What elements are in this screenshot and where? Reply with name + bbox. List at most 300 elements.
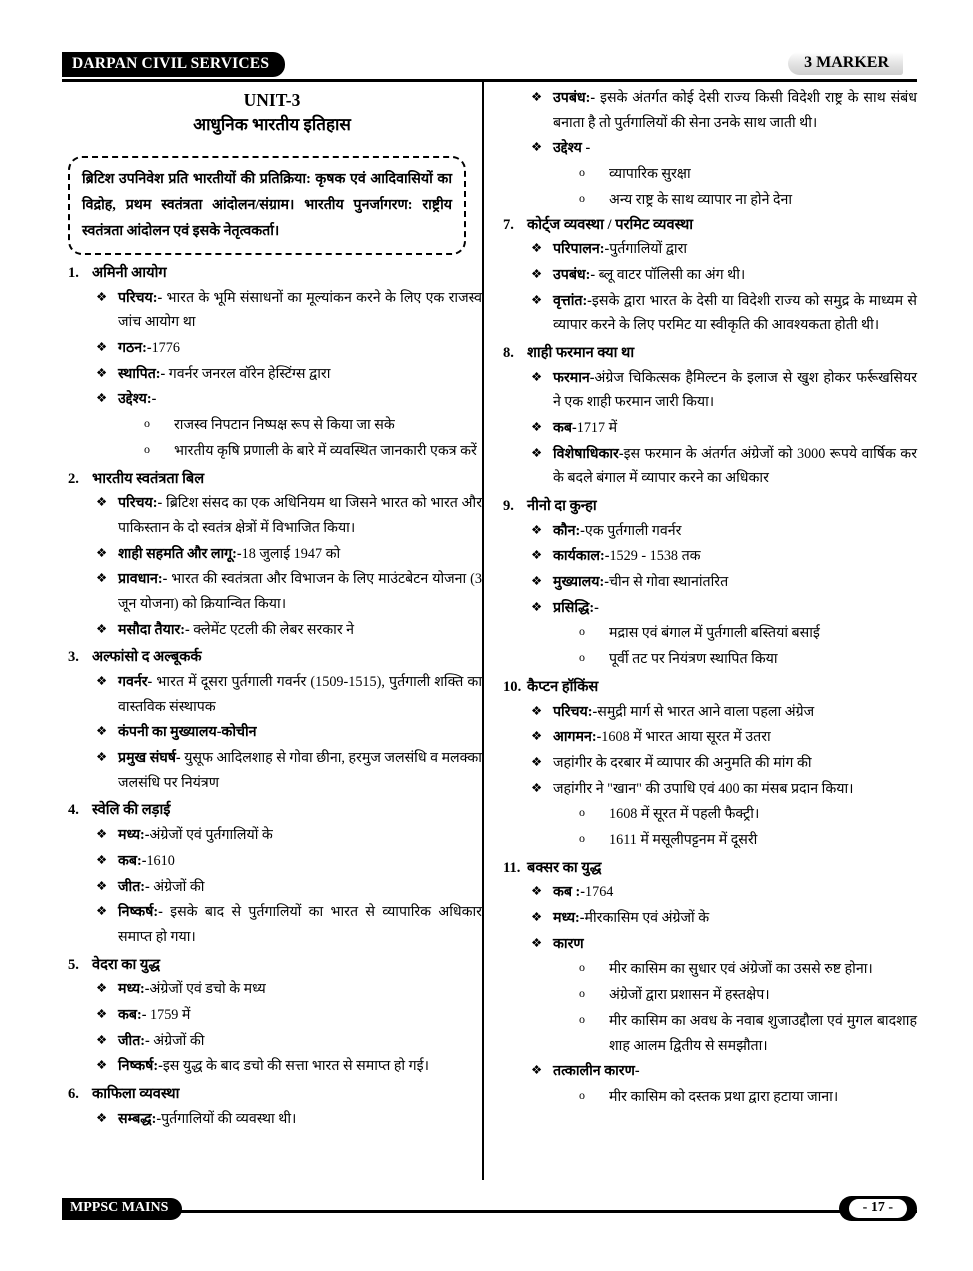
bullet-body: ब्लू वाटर पॉलिसी का अंग थी। <box>595 266 746 283</box>
bullet-item <box>62 746 482 795</box>
diamond-bullet-icon: ❖ <box>531 910 543 925</box>
diamond-bullet-icon: ❖ <box>96 1058 108 1073</box>
bullet-label: स्थापित:- <box>118 365 166 382</box>
bullet-body: मीर कासिम का अवध के नवाब शुजाउद्दौला एवं मुगल बादशाह शाह आलम द्वितीय से समझौता। <box>609 1012 917 1054</box>
numbered-section <box>497 214 917 338</box>
bullet-body: क्लेमेंट एटली की लेबर सरकार ने <box>189 621 355 638</box>
bullet-text <box>118 1107 482 1132</box>
section-title: वेदरा का युद्ध <box>92 956 161 973</box>
bullet-text <box>609 828 917 853</box>
bullet-body: पूर्वी तट पर नियंत्रण स्थापित किया <box>609 651 778 668</box>
bullet-text <box>118 823 482 848</box>
section-heading <box>62 646 482 669</box>
diamond-bullet-icon: ❖ <box>531 292 543 307</box>
bullet-item <box>62 387 482 412</box>
section-heading <box>497 495 917 518</box>
bullet-body: समुद्री मार्ग से भारत आने वाला पहला अंग्रेज <box>597 703 815 720</box>
section-heading <box>497 676 917 699</box>
bullet-label: कार्यकाल:- <box>553 548 610 565</box>
bullet-text <box>118 362 482 387</box>
brand-tag: DARPAN CIVIL SERVICES <box>62 52 285 77</box>
bullet-text <box>553 366 917 415</box>
section-heading <box>497 342 917 365</box>
numbered-section <box>62 1083 482 1131</box>
bullet-text <box>553 777 917 802</box>
circle-bullet-icon: o <box>579 986 585 1001</box>
page-number-badge <box>839 1196 917 1221</box>
bullet-item <box>497 519 917 544</box>
circle-bullet-icon: o <box>144 441 150 456</box>
bullet-text <box>553 263 917 288</box>
bullet-body: 1608 में भारत आया सूरत में उतरा <box>601 729 771 746</box>
bullet-label: प्रसिद्धि:- <box>553 599 599 616</box>
diamond-bullet-icon: ❖ <box>96 391 108 406</box>
diamond-bullet-icon: ❖ <box>531 780 543 795</box>
diamond-bullet-icon: ❖ <box>531 266 543 281</box>
bullet-label: निष्कर्ष:- <box>118 1058 163 1075</box>
bullet-label: मध्य:- <box>553 910 585 927</box>
bullet-body: 1529 - 1538 तक <box>609 548 701 565</box>
bullet-label: कंपनी का मुख्यालय-कोचीन <box>118 724 257 741</box>
bullet-label: उपबंध:- <box>553 266 596 283</box>
bullet-text <box>553 700 917 725</box>
circle-bullet-icon: o <box>579 165 585 180</box>
bullet-label: मसौदा तैयार:- <box>118 621 190 638</box>
diamond-bullet-icon: ❖ <box>531 369 543 384</box>
bullet-text <box>609 621 917 646</box>
diamond-bullet-icon: ❖ <box>96 1032 108 1047</box>
section-number: 6. <box>68 1086 79 1103</box>
bullet-item <box>62 286 482 335</box>
numbered-section <box>62 646 482 795</box>
bullet-label: जीत:- <box>118 1032 150 1049</box>
bullet-text <box>609 1009 917 1058</box>
bullet-text <box>118 720 482 745</box>
section-number: 9. <box>503 498 514 515</box>
diamond-bullet-icon: ❖ <box>531 548 543 563</box>
section-heading <box>497 214 917 237</box>
diamond-bullet-icon: ❖ <box>96 545 108 560</box>
bullet-label: कब :- <box>553 884 585 901</box>
bullet-text <box>553 725 917 750</box>
page-header <box>62 52 917 86</box>
bullet-label: विशेषाधिकार- <box>553 445 624 462</box>
numbered-section <box>497 495 917 672</box>
bullet-item <box>497 136 917 161</box>
bullet-body: इसके बाद से पुर्तगालियों का भारत से व्यापारिक अधिकार समाप्त हो गया। <box>118 904 482 945</box>
bullet-body: मीरकासिम एवं अंग्रेजों के <box>584 910 710 927</box>
diamond-bullet-icon: ❖ <box>531 574 543 589</box>
bullet-label: सम्बद्ध:- <box>118 1110 162 1127</box>
bullet-text <box>118 618 482 643</box>
syllabus-text: ब्रिटिश उपनिवेश प्रति भारतीयों की प्रतिक्रिया: कृषक एवं आदिवासियों का विद्रोह, प्रथम स्वतंत्रता आंदोलन/संग्राम। भारतीय पुनर्जागरण: राष्ट्रीय स्वतंत्रता आंदोलन एवं इसके नेतृत्वकर्ता। <box>82 171 452 239</box>
sub-bullet-item <box>497 162 917 187</box>
bullet-text <box>118 491 482 540</box>
diamond-bullet-icon: ❖ <box>96 981 108 996</box>
numbered-section <box>497 857 917 1110</box>
bullet-item <box>62 542 482 567</box>
bullet-body: ब्रिटिश संसद का एक अधिनियम था जिसने भारत को भारत और पाकिस्तान के दो स्वतंत्र क्षेत्रों में विभाजित किया। <box>118 495 482 536</box>
bullet-item <box>62 1107 482 1132</box>
bullet-body: मीर कासिम का सुधार एवं अंग्रेजों का उससे रुष्ट होना। <box>609 961 873 978</box>
bullet-text <box>118 900 482 949</box>
circle-bullet-icon: o <box>579 190 585 205</box>
numbered-section <box>497 342 917 491</box>
bullet-text <box>118 286 482 335</box>
section-number: 10. <box>503 678 522 695</box>
diamond-bullet-icon: ❖ <box>96 724 108 739</box>
bullet-body: अंग्रेजों एवं डचो के मध्य <box>149 981 266 998</box>
bullet-item <box>497 442 917 491</box>
diamond-bullet-icon: ❖ <box>531 445 543 460</box>
bullet-body: गवर्नर जनरल वॉरेन हेस्टिंग्स द्वारा <box>165 365 331 382</box>
bullet-item <box>62 823 482 848</box>
section-title: कोर्ट्ज व्यवस्था / परमिट व्यवस्था <box>527 216 694 233</box>
bullet-body: अंग्रेजों की <box>149 878 205 895</box>
bullet-label: कब:- <box>118 1006 147 1023</box>
sub-bullet-item <box>497 828 917 853</box>
bullet-text <box>118 670 482 719</box>
bullet-label: गठन:- <box>118 340 152 357</box>
diamond-bullet-icon: ❖ <box>531 754 543 769</box>
bullet-label: आगमन:- <box>553 729 602 746</box>
bullet-text <box>553 416 917 441</box>
bullet-body: इस युद्ध के बाद डचो की सत्ता भारत से समाप्त हो गई। <box>162 1058 429 1075</box>
bullet-text <box>118 1029 482 1054</box>
circle-bullet-icon: o <box>579 805 585 820</box>
bullet-text <box>553 86 917 135</box>
bullet-item <box>497 932 917 957</box>
bullet-text <box>118 1003 482 1028</box>
bullet-label: प्रमुख संघर्ष- <box>118 750 181 767</box>
bullet-text <box>553 442 917 491</box>
bullet-label: मुख्यालय:- <box>553 574 609 591</box>
diamond-bullet-icon: ❖ <box>96 340 108 355</box>
diamond-bullet-icon: ❖ <box>96 904 108 919</box>
section-heading <box>62 1083 482 1106</box>
bullet-label: वृत्तांत:- <box>553 292 592 309</box>
bullet-text <box>553 136 917 161</box>
bullet-label: परिचय:- <box>118 289 163 306</box>
left-column <box>62 262 482 1135</box>
bullet-body: पुर्तगालियों द्वारा <box>609 241 688 258</box>
diamond-bullet-icon: ❖ <box>531 140 543 155</box>
bullet-body: एक पुर्तगाली गवर्नर <box>584 522 682 539</box>
diamond-bullet-icon: ❖ <box>531 522 543 537</box>
section-number: 2. <box>68 470 79 487</box>
diamond-bullet-icon: ❖ <box>531 935 543 950</box>
section-number: 1. <box>68 265 79 281</box>
diamond-bullet-icon: ❖ <box>96 878 108 893</box>
bullet-item <box>497 289 917 338</box>
bullet-body: 1611 में मसूलीपट्टनम में दूसरी <box>609 832 758 849</box>
section-title: शाही फरमान क्या था <box>527 344 635 361</box>
bullet-text <box>553 289 917 338</box>
bullet-body: 1759 में <box>146 1006 191 1023</box>
bullet-body: अंग्रेजों एवं पुर्तगालियों के <box>149 827 273 844</box>
section-heading <box>62 799 482 822</box>
bullet-text <box>609 802 917 827</box>
diamond-bullet-icon: ❖ <box>531 703 543 718</box>
circle-bullet-icon: o <box>579 1011 585 1026</box>
bullet-body: भारत की स्वतंत्रता और विभाजन के लिए माउंटबेटन योजना (3 जून योजना) को क्रियान्वित किया। <box>118 571 482 612</box>
bullet-item <box>62 670 482 719</box>
bullet-body: 1776 <box>151 340 180 357</box>
bullet-body: मद्रास एवं बंगाल में पुर्तगाली बस्तियां बसाई <box>609 625 820 642</box>
sub-bullet-item <box>497 983 917 1008</box>
bullet-item <box>497 544 917 569</box>
diamond-bullet-icon: ❖ <box>96 1006 108 1021</box>
page-footer <box>62 1196 917 1228</box>
bullet-label: परिपालन:- <box>553 241 610 258</box>
section-heading <box>62 262 482 285</box>
diamond-bullet-icon: ❖ <box>531 90 543 104</box>
circle-bullet-icon: o <box>579 960 585 975</box>
section-number: 3. <box>68 649 79 666</box>
bullet-text <box>609 1085 917 1110</box>
diamond-bullet-icon: ❖ <box>96 571 108 586</box>
section-number: 11. <box>503 859 521 876</box>
bullet-label: गवर्नर- <box>118 673 153 690</box>
bullet-text <box>553 519 917 544</box>
bullet-text <box>609 647 917 672</box>
section-title: स्वेलि की लड़ाई <box>92 802 171 819</box>
circle-bullet-icon: o <box>579 624 585 639</box>
bullet-body: राजस्व निपटान निष्पक्ष रूप से किया जा सके <box>174 417 395 434</box>
bullet-item <box>497 416 917 441</box>
sub-bullet-item <box>497 802 917 827</box>
bullet-body: युसूफ आदिलशाह से गोवा छीना, हरमुज जलसंधि व मलक्का जलसंधि पर नियंत्रण <box>118 750 482 791</box>
bullet-text <box>118 875 482 900</box>
bullet-item <box>497 1059 917 1084</box>
sub-bullet-item <box>497 188 917 213</box>
diamond-bullet-icon: ❖ <box>531 884 543 899</box>
bullet-label: कारण <box>553 935 584 952</box>
bullet-item <box>497 700 917 725</box>
section-title: भारतीय स्वतंत्रता बिल <box>92 470 205 487</box>
bullet-item <box>62 1054 482 1079</box>
bullet-label: तत्कालीन कारण- <box>553 1063 640 1080</box>
bullet-item <box>497 880 917 905</box>
numbered-section <box>62 468 482 643</box>
bullet-item <box>497 366 917 415</box>
bullet-text <box>118 567 482 616</box>
right-column <box>497 86 917 1114</box>
bullet-text <box>553 880 917 905</box>
sub-bullet-item <box>497 621 917 646</box>
bullet-text <box>553 932 917 957</box>
bullet-label: निष्कर्ष:- <box>118 904 163 921</box>
bullet-body: व्यापारिक सुरक्षा <box>609 166 691 183</box>
section-title: नीनो दा कुन्हा <box>527 498 597 515</box>
bullet-label: उपबंध:- <box>553 90 596 106</box>
header-rule <box>62 79 917 82</box>
page-title <box>62 88 482 138</box>
bullet-text <box>118 746 482 795</box>
bullet-text <box>553 544 917 569</box>
diamond-bullet-icon: ❖ <box>531 419 543 434</box>
bullet-body: जहांगीर के दरबार में व्यापार की अनुमति की मांग की <box>553 754 812 771</box>
bullet-label: शाही सहमति और लागू:- <box>118 545 242 562</box>
bullet-text <box>174 439 482 464</box>
circle-bullet-icon: o <box>144 416 150 431</box>
diamond-bullet-icon: ❖ <box>96 1110 108 1125</box>
bullet-body: 1610 <box>146 852 175 869</box>
bullet-item <box>497 237 917 262</box>
bullet-item <box>62 491 482 540</box>
bullet-item <box>62 720 482 745</box>
bullet-text <box>553 906 917 931</box>
diamond-bullet-icon: ❖ <box>531 241 543 256</box>
bullet-item <box>497 570 917 595</box>
unit-subject: आधुनिक भारतीय इतिहास <box>193 115 351 135</box>
bullet-item <box>62 1029 482 1054</box>
bullet-label: प्रावधान:- <box>118 571 168 588</box>
bullet-body: अंग्रेजों की <box>149 1032 205 1049</box>
numbered-section <box>62 262 482 464</box>
bullet-body: इस फरमान के अंतर्गत अंग्रेजों को 3000 रूपये वार्षिक कर के बदले बंगाल में व्यापार करने का अधिकार <box>553 445 917 487</box>
bullet-text <box>553 751 917 776</box>
bullet-text <box>609 162 917 187</box>
bullet-label: उद्देश्य - <box>553 140 591 157</box>
diamond-bullet-icon: ❖ <box>96 621 108 636</box>
bullet-label: जीत:- <box>118 878 150 895</box>
section-heading <box>62 954 482 977</box>
bullet-body: इसके अंतर्गत कोई देसी राज्य किसी विदेशी राष्ट्र के साथ संबंध बनाता है तो पुर्तगालियों की सेना उनके साथ जाती थी। <box>553 90 917 131</box>
footer-rule <box>62 1210 917 1213</box>
unit-number: UNIT-3 <box>243 90 301 110</box>
bullet-text <box>118 336 482 361</box>
bullet-body: मीर कासिम को दस्तक प्रथा द्वारा हटाया जाना। <box>609 1088 839 1105</box>
bullet-item <box>62 900 482 949</box>
diamond-bullet-icon: ❖ <box>531 599 543 614</box>
diamond-bullet-icon: ❖ <box>96 827 108 842</box>
bullet-item <box>62 567 482 616</box>
bullet-label: मध्य:- <box>118 827 150 844</box>
bullet-label: कब:- <box>118 852 147 869</box>
circle-bullet-icon: o <box>579 831 585 846</box>
bullet-item <box>62 977 482 1002</box>
bullet-item <box>62 849 482 874</box>
diamond-bullet-icon: ❖ <box>96 365 108 380</box>
section-number: 4. <box>68 802 79 819</box>
bullet-text <box>609 957 917 982</box>
bullet-body: 1717 में <box>576 419 618 436</box>
bullet-label: उद्देश्य:- <box>118 391 157 408</box>
syllabus-box <box>68 156 466 255</box>
bullet-label: कौन:- <box>553 522 585 539</box>
section-title: कैप्टन हॉकिंस <box>527 678 599 695</box>
section-number: 8. <box>503 344 514 361</box>
circle-bullet-icon: o <box>579 650 585 665</box>
bullet-item <box>497 751 917 776</box>
bullet-text <box>118 387 482 412</box>
bullet-label: परिचय:- <box>118 495 163 512</box>
bullet-item <box>62 875 482 900</box>
diamond-bullet-icon: ❖ <box>96 673 108 688</box>
bullet-item <box>62 336 482 361</box>
bullet-text <box>553 237 917 262</box>
diamond-bullet-icon: ❖ <box>96 750 108 765</box>
bullet-text <box>118 542 482 567</box>
bullet-text <box>609 983 917 1008</box>
exam-tag: MPPSC MAINS <box>62 1198 182 1220</box>
section-heading <box>62 468 482 491</box>
sub-bullet-item <box>497 1009 917 1058</box>
bullet-body: अन्य राष्ट्र के साथ व्यापार ना होने देना <box>609 191 793 208</box>
sub-bullet-item <box>497 957 917 982</box>
diamond-bullet-icon: ❖ <box>96 289 108 304</box>
sub-bullet-item <box>497 647 917 672</box>
section-title: बक्सर का युद्ध <box>527 859 602 876</box>
numbered-section <box>62 799 482 949</box>
bullet-body: भारतीय कृषि प्रणाली के बारे में व्यवस्थित जानकारी एकत्र करें <box>174 442 477 459</box>
bullet-item <box>62 618 482 643</box>
bullet-text <box>174 413 482 438</box>
bullet-body: 1608 में सूरत में पहली फैक्ट्री। <box>609 806 760 823</box>
bullet-label: फरमान- <box>553 369 595 386</box>
column-divider <box>482 82 484 1180</box>
section-title: अल्फांसो द अल्बूकर्क <box>92 649 202 666</box>
sub-bullet-item <box>497 1085 917 1110</box>
bullet-text <box>553 596 917 621</box>
bullet-text <box>118 1054 482 1079</box>
sub-bullet-item <box>62 413 482 438</box>
bullet-body: इसके द्वारा भारत के देसी या विदेशी राज्य को समुद्र के माध्यम से व्यापार करने के लिए परमिट या स्वीकृति की आवश्यकता होती थी। <box>553 292 917 334</box>
circle-bullet-icon: o <box>579 1087 585 1102</box>
bullet-body: 1764 <box>585 884 614 901</box>
bullet-text <box>553 1059 917 1084</box>
numbered-section <box>62 954 482 1079</box>
bullet-body: 18 जुलाई 1947 को <box>241 545 341 562</box>
section-heading <box>497 857 917 880</box>
page-number: - 17 - <box>849 1199 907 1218</box>
bullet-text <box>609 188 917 213</box>
diamond-bullet-icon: ❖ <box>96 852 108 867</box>
numbered-section <box>497 676 917 853</box>
bullet-body: अंग्रेजों द्वारा प्रशासन में हस्तक्षेप। <box>609 987 770 1004</box>
bullet-body: चीन से गोवा स्थानांतरित <box>608 574 729 591</box>
bullet-item <box>497 86 917 135</box>
bullet-label: कब- <box>553 419 577 436</box>
section-number: 7. <box>503 216 514 233</box>
bullet-body: भारत में दूसरा पुर्तगाली गवर्नर (1509-1515), पुर्तगाली शक्ति का वास्तविक संस्थापक <box>118 673 482 715</box>
bullet-text <box>118 977 482 1002</box>
bullet-label: परिचय:- <box>553 703 598 720</box>
marker-badge: 3 MARKER <box>788 52 903 75</box>
bullet-item <box>497 777 917 802</box>
bullet-item <box>497 596 917 621</box>
bullet-item <box>62 362 482 387</box>
diamond-bullet-icon: ❖ <box>531 1063 543 1078</box>
bullet-label: मध्य:- <box>118 981 150 998</box>
bullet-body: पुर्तगालियों की व्यवस्था थी। <box>161 1110 297 1127</box>
bullet-text <box>118 849 482 874</box>
section-title: काफिला व्यवस्था <box>92 1086 180 1103</box>
bullet-item <box>62 1003 482 1028</box>
bullet-body: अंग्रेज चिकित्सक हैमिल्टन के इलाज से खुश होकर फर्रूखसियर ने एक शाही फरमान जारी किया। <box>553 369 917 411</box>
section-title: अमिनी आयोग <box>92 265 167 281</box>
bullet-body: भारत के भूमि संसाधनों का मूल्यांकन करने के लिए एक राजस्व जांच आयोग था <box>118 289 482 331</box>
sub-bullet-item <box>62 439 482 464</box>
bullet-item <box>497 725 917 750</box>
bullet-item <box>497 906 917 931</box>
diamond-bullet-icon: ❖ <box>96 495 108 510</box>
bullet-item <box>497 263 917 288</box>
section-number: 5. <box>68 956 79 973</box>
bullet-text <box>553 570 917 595</box>
diamond-bullet-icon: ❖ <box>531 729 543 744</box>
